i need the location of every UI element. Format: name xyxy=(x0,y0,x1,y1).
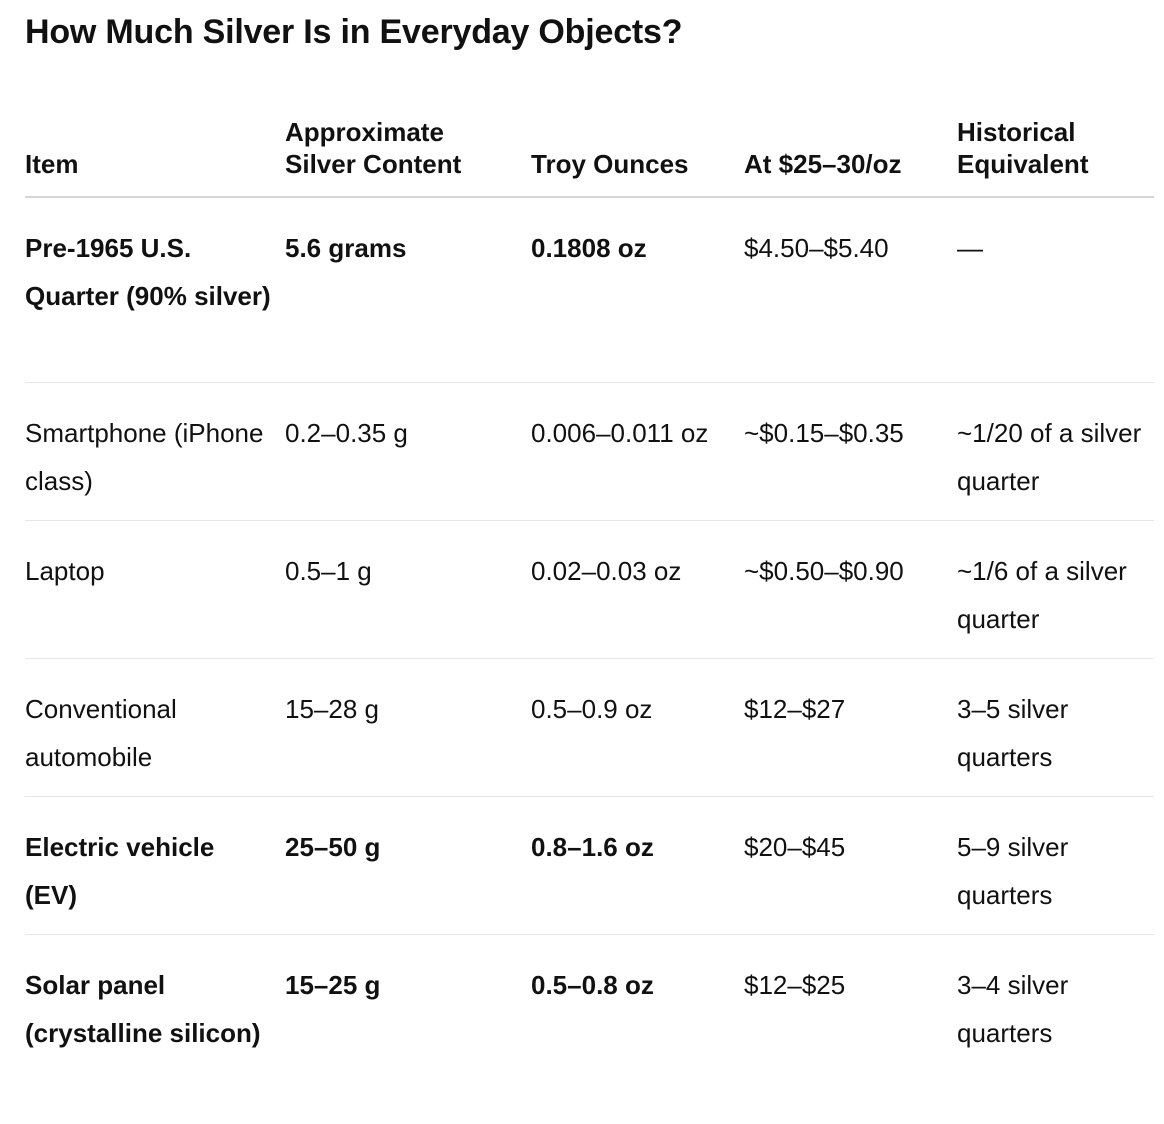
cell-historical-equivalent: ~1/6 of a silver quarter xyxy=(957,556,1127,634)
cell-troy-ounces: 0.5–0.8 oz xyxy=(531,970,654,1000)
table-row xyxy=(25,521,1154,659)
cell-price: $4.50–$5.40 xyxy=(744,233,889,263)
header-item: Item xyxy=(25,149,79,179)
cell-troy-ounces: 0.8–1.6 oz xyxy=(531,832,654,862)
cell-historical-equivalent: 5–9 silver quarters xyxy=(957,832,1069,910)
cell-silver-content: 25–50 g xyxy=(285,832,381,862)
cell-troy-ounces: 0.5–0.9 oz xyxy=(531,694,653,724)
cell-price: ~$0.50–$0.90 xyxy=(744,556,904,586)
header-silver-content: Approximate Silver Content xyxy=(285,117,462,179)
cell-price: $12–$25 xyxy=(744,970,846,1000)
cell-item: Electric vehicle (EV) xyxy=(25,832,215,910)
cell-historical-equivalent: ~1/20 of a silver quarter xyxy=(957,418,1142,496)
silver-table xyxy=(25,84,1154,1119)
cell-silver-content: 5.6 grams xyxy=(285,233,407,263)
table-row xyxy=(25,659,1154,797)
cell-troy-ounces: 0.02–0.03 oz xyxy=(531,556,682,586)
cell-item: Laptop xyxy=(25,556,105,586)
cell-price: $12–$27 xyxy=(744,694,846,724)
table-header-row xyxy=(25,84,1154,198)
cell-troy-ounces: 0.1808 oz xyxy=(531,233,647,263)
cell-price: ~$0.15–$0.35 xyxy=(744,418,904,448)
cell-item: Conventional automobile xyxy=(25,694,177,772)
cell-historical-equivalent: 3–4 silver quarters xyxy=(957,970,1069,1048)
table-row xyxy=(25,383,1154,521)
cell-historical-equivalent: 3–5 silver quarters xyxy=(957,694,1069,772)
cell-price: $20–$45 xyxy=(744,832,846,862)
header-troy-ounces: Troy Ounces xyxy=(531,149,689,179)
cell-silver-content: 15–25 g xyxy=(285,970,381,1000)
cell-silver-content: 0.5–1 g xyxy=(285,556,372,586)
cell-historical-equivalent: — xyxy=(957,233,983,263)
cell-item: Smartphone (iPhone class) xyxy=(25,418,264,496)
cell-troy-ounces: 0.006–0.011 oz xyxy=(531,418,709,448)
table-row xyxy=(25,797,1154,935)
cell-silver-content: 0.2–0.35 g xyxy=(285,418,408,448)
cell-item: Solar panel (crystalline silicon) xyxy=(25,970,261,1048)
table-row xyxy=(25,198,1154,383)
cell-item: Pre-1965 U.S. Quarter (90% silver) xyxy=(25,233,271,311)
table-row xyxy=(25,935,1154,1119)
cell-silver-content: 15–28 g xyxy=(285,694,379,724)
header-price: At $25–30/oz xyxy=(744,149,902,179)
header-historical-equivalent: Historical Equivalent xyxy=(957,117,1089,179)
page-title: How Much Silver Is in Everyday Objects? xyxy=(25,13,683,51)
